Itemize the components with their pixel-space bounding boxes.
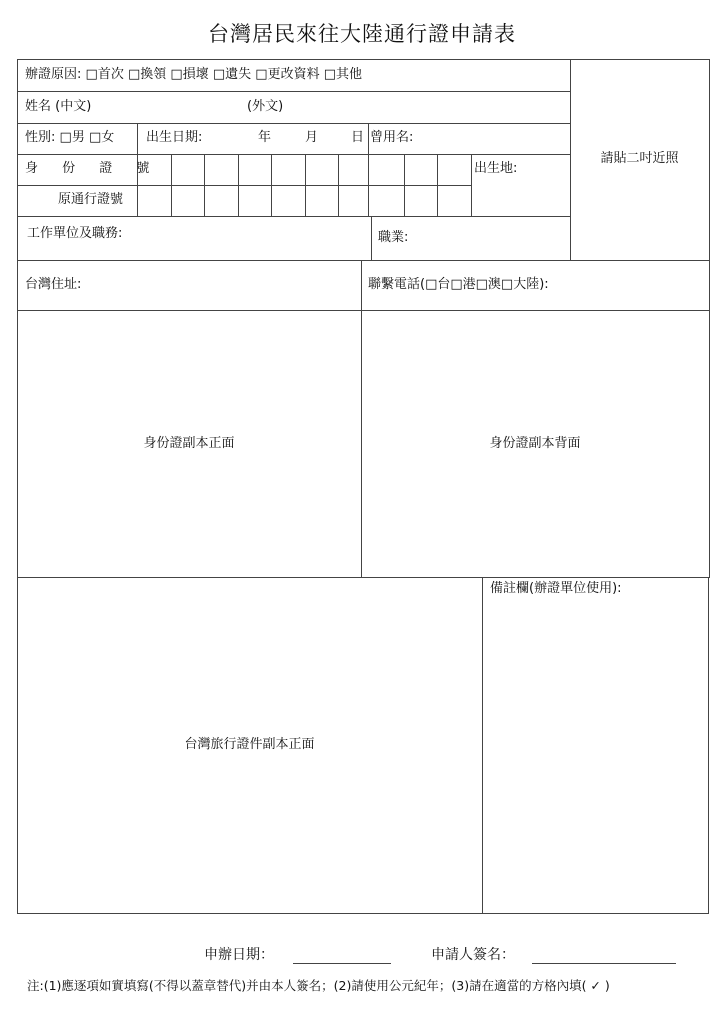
- birthplace-divider: [471, 154, 472, 216]
- row-separator-1: [17, 91, 570, 92]
- gender-field: [25, 130, 114, 146]
- contact-phone-label: 聯繫電話(□台□港□澳□大陸):: [368, 277, 549, 292]
- former-name-divider: [368, 123, 369, 216]
- form-title: 台灣居民來往大陸通行證申請表: [208, 22, 516, 46]
- birth-day-label: 日: [351, 130, 365, 145]
- address-id-divider: [361, 260, 362, 577]
- birthplace-label: 出生地:: [474, 161, 518, 176]
- taiwan-address-label: 台灣住址:: [25, 277, 82, 292]
- reason-option-lost[interactable]: □遺失: [212, 67, 252, 82]
- old-permit-number-label: 原通行證號: [58, 192, 124, 207]
- reason-option-renew[interactable]: □換領: [127, 67, 167, 82]
- row-separator-6: [17, 260, 709, 261]
- birth-month-label: 月: [305, 130, 319, 145]
- row-separator-5: [17, 216, 570, 217]
- occupation-divider: [371, 216, 372, 260]
- id-copy-front-label: 身份證副本正面: [143, 436, 235, 451]
- id-grid-line: [238, 154, 239, 216]
- id-grid-line: [305, 154, 306, 216]
- footer-note: 注:(1)應逐項如實填寫(不得以蓋章替代)并由本人簽名；(2)請使用公元紀年；(3)請在適當的方格內填( ✓ ): [27, 978, 610, 993]
- former-name-label: 曾用名:: [370, 130, 414, 145]
- apply-date-line[interactable]: [293, 963, 391, 964]
- reason-row: [25, 67, 362, 83]
- form-top-border: [17, 59, 709, 60]
- applicant-sign-label: 申請人簽名：: [431, 947, 515, 963]
- birth-year-label: 年: [258, 130, 272, 145]
- id-grid-line: [338, 154, 339, 216]
- row-separator-4: [17, 185, 471, 186]
- form-right-border: [709, 59, 710, 578]
- id-grid-line: [171, 154, 172, 216]
- id-grid-line: [271, 154, 272, 216]
- id-number-label: 身 份 證 號: [25, 161, 160, 176]
- remarks-label: 備註欄(辦證單位使用):: [490, 581, 622, 596]
- photo-placeholder-label: 請貼二吋近照: [600, 151, 679, 166]
- name-foreign-label: (外文): [247, 99, 284, 114]
- row-separator-2: [17, 123, 570, 124]
- travel-copy-label: 台灣旅行證件副本正面: [184, 737, 315, 752]
- work-unit-label: 工作單位及職務:: [27, 226, 123, 241]
- gender-label: 性別:: [25, 130, 56, 145]
- occupation-label: 職業:: [378, 230, 409, 245]
- remarks-box: [482, 577, 709, 914]
- applicant-sign-line[interactable]: [532, 963, 676, 964]
- reason-option-damaged[interactable]: □損壞: [170, 67, 209, 82]
- birth-date-label: 出生日期:: [146, 130, 203, 145]
- travel-copy-bottom-border: [17, 913, 482, 914]
- id-copy-back-label: 身份證副本背面: [489, 436, 581, 451]
- reason-option-other[interactable]: □其他: [323, 67, 363, 82]
- apply-date-label: 申辦日期：: [204, 947, 274, 963]
- gender-option-female[interactable]: □女: [88, 130, 115, 145]
- reason-option-first[interactable]: □首次: [85, 67, 124, 82]
- reason-option-change-info[interactable]: □更改資料: [255, 67, 320, 82]
- row-separator-3: [17, 154, 570, 155]
- reason-label: 辦證原因:: [25, 67, 82, 82]
- row-separator-7: [17, 310, 709, 311]
- form-left-border: [17, 59, 18, 578]
- id-grid-line: [437, 154, 438, 216]
- id-grid-line: [404, 154, 405, 216]
- name-chinese-label: 姓名 (中文): [25, 99, 92, 114]
- id-grid-line: [204, 154, 205, 216]
- gender-option-male[interactable]: □男: [59, 130, 85, 145]
